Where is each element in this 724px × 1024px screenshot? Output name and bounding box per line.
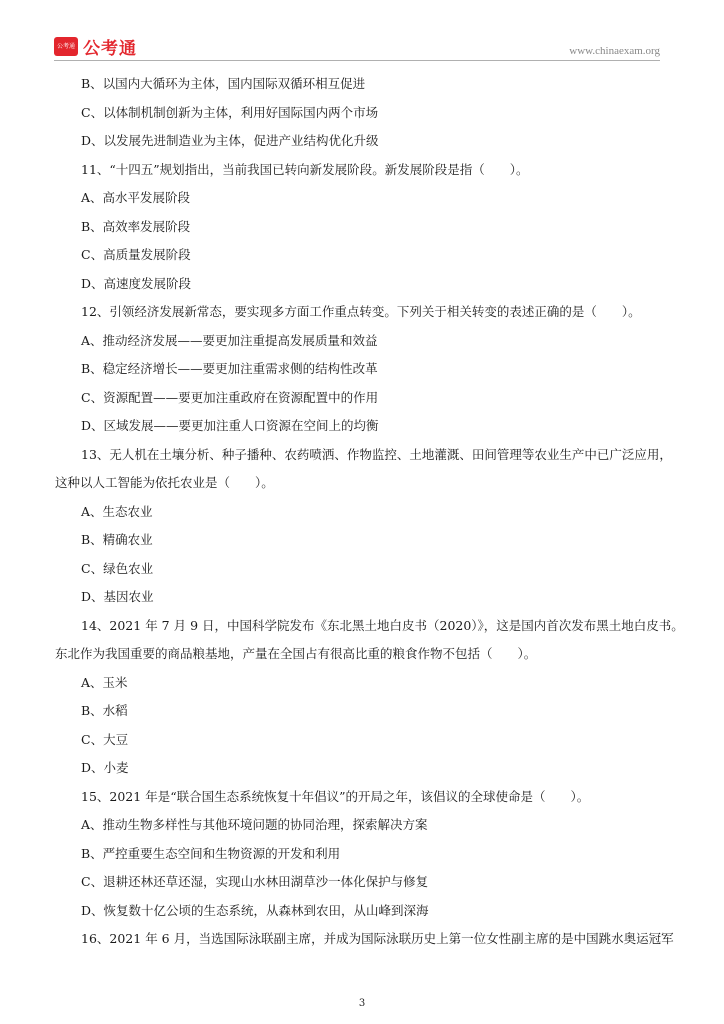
q14-option-d: D、小麦	[81, 760, 129, 775]
q12-stem: 12、引领经济发展新常态，要实现多方面工作重点转变。下列关于相关转变的表述正确的是（ ）。	[81, 304, 641, 319]
q15-option-a: A、推动生物多样性与其他环境问题的协同治理，探索解决方案	[81, 817, 428, 832]
q15-option-c: C、退耕还林还草还湿，实现山水林田湖草沙一体化保护与修复	[81, 874, 429, 889]
q15-option-b: B、严控重要生态空间和生物资源的开发和利用	[81, 845, 341, 861]
q14-stem-line2: 东北作为我国重要的商品粮基地，产量在全国占有很高比重的粮食作物不包括（ ）。	[55, 646, 537, 661]
q15-option-d: D、恢复数十亿公顷的生态系统，从森林到农田，从山峰到深海	[81, 902, 429, 918]
q11-option-b: B、高效率发展阶段	[81, 218, 191, 234]
q11-option-c: C、高质量发展阶段	[81, 247, 191, 262]
page-header	[0, 0, 724, 64]
q14-option-c: C、大豆	[81, 731, 129, 747]
q11-stem: 11、“十四五”规划指出，当前我国已转向新发展阶段。新发展阶段是指（ ）。	[81, 161, 529, 177]
q13-stem-line1: 13、无人机在土壤分析、种子播种、农药喷洒、作物监控、土地灌溉、田间管理等农业生产中已广泛应用，	[81, 446, 672, 462]
q13-option-c: C、绿色农业	[81, 560, 154, 576]
document-body	[55, 76, 684, 960]
q10-option-d: D、以发展先进制造业为主体，促进产业结构优化升级	[81, 133, 379, 148]
q11-option-a: A、高水平发展阶段	[81, 190, 191, 205]
page-number: 3	[358, 998, 366, 1009]
q12-option-c: C、资源配置——要更加注重政府在资源配置中的作用	[81, 389, 379, 405]
q12-option-b: B、稳定经济增长——要更加注重需求侧的结构性改革	[81, 361, 378, 376]
q10-option-c: C、以体制机制创新为主体，利用好国际国内两个市场	[81, 104, 379, 120]
q13-option-a: A、生态农业	[81, 503, 153, 519]
header-divider	[54, 60, 660, 61]
q12-option-d: D、区域发展——要更加注重人口资源在空间上的均衡	[81, 418, 379, 433]
q14-option-b: B、水稻	[81, 703, 128, 718]
logo-mark: 公考通	[54, 37, 78, 56]
q11-option-d: D、高速度发展阶段	[81, 275, 192, 291]
q14-option-a: A、玉米	[81, 674, 128, 690]
q13-stem-line2: 这种以人工智能为依托农业是（ ）。	[55, 475, 274, 490]
logo	[54, 34, 137, 59]
q14-stem-line1: 14、2021 年 7 月 9 日，中国科学院发布《东北黑土地白皮书（2020）》，这是国内首次发布黑土地白皮书。	[81, 617, 684, 633]
q10-option-b: B、以国内大循环为主体，国内国际双循环相互促进	[81, 76, 366, 91]
q15-stem: 15、2021 年是“联合国生态系统恢复十年倡议”的开局之年，该倡议的全球使命是（ ）。	[81, 788, 590, 804]
site-url: www.chinaexam.org	[569, 45, 660, 57]
q16-stem: 16、2021 年 6 月，当选国际泳联副主席，并成为国际泳联历史上第一位女性副主席的是中国跳水奥运冠军	[81, 931, 674, 946]
q12-option-a: A、推动经济发展——要更加注重提高发展质量和效益	[81, 332, 378, 348]
logo-text: 公考通	[83, 39, 137, 59]
q13-option-d: D、基因农业	[81, 589, 154, 604]
q13-option-b: B、精确农业	[81, 532, 153, 547]
